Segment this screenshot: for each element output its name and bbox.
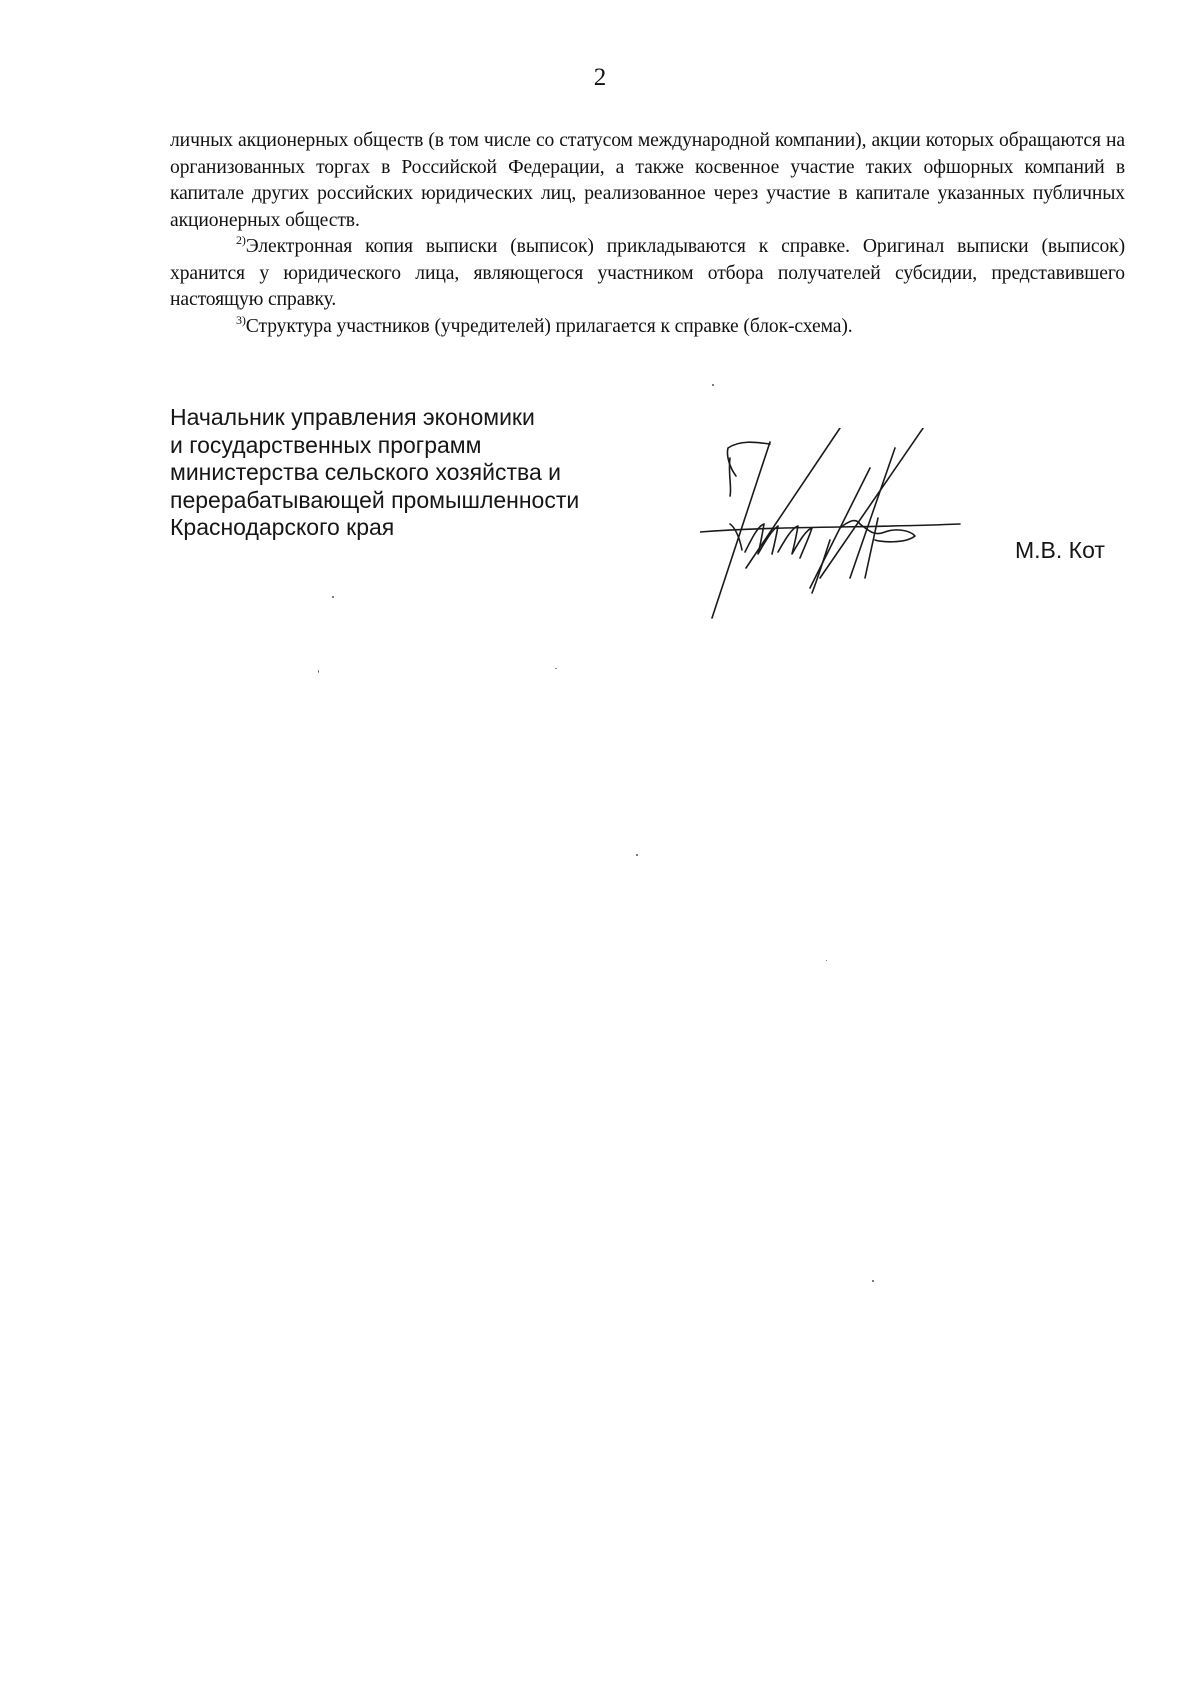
scan-speck bbox=[636, 854, 638, 856]
signatory-position bbox=[170, 404, 690, 542]
document-body bbox=[170, 128, 1125, 340]
footnote-3-marker: 3) bbox=[236, 312, 246, 327]
page-number: 2 bbox=[593, 64, 607, 91]
position-line-3: министерства сельского хозяйства и bbox=[170, 459, 561, 485]
scan-speck bbox=[318, 670, 319, 673]
footnote-2-text: Электронная копия выписки (выписок) прикладываются к справке. Оригинал выписки (выписок) хранится у юридического лица, являющегося участником отбора получателей субсидии, представившего настоящую справку. bbox=[170, 236, 1125, 310]
footnote-2-marker: 2) bbox=[236, 233, 246, 247]
position-line-5: Краснодарского края bbox=[170, 514, 395, 540]
footnote-2 bbox=[170, 234, 1125, 314]
scan-speck bbox=[872, 1280, 874, 1282]
paragraph-continuation: личных акционерных обществ (в том числе со статусом международной компании), акции которых обращаются на организованных торгах в Российской Федерации, а также косвенное участие таких офшорных компаний в капитале других российских юридических лиц, реализованное через участие в капитале указанных публичных акционерных обществ. bbox=[170, 130, 1125, 231]
scan-speck bbox=[332, 596, 334, 598]
scan-speck bbox=[826, 960, 827, 961]
footnote-3 bbox=[170, 314, 1125, 341]
position-line-1: Начальник управления экономики bbox=[170, 404, 535, 430]
position-line-2: и государственных программ bbox=[170, 431, 482, 458]
scan-speck bbox=[712, 384, 714, 386]
footnote-3-text: Структура участников (учредителей) прилагается к справке (блок-схема). bbox=[245, 315, 853, 337]
signatory-name: М.В. Кот bbox=[1015, 537, 1105, 563]
scan-speck bbox=[555, 668, 557, 669]
position-line-4: перерабатывающей промышленности bbox=[170, 486, 580, 513]
handwritten-signature bbox=[700, 428, 1030, 628]
